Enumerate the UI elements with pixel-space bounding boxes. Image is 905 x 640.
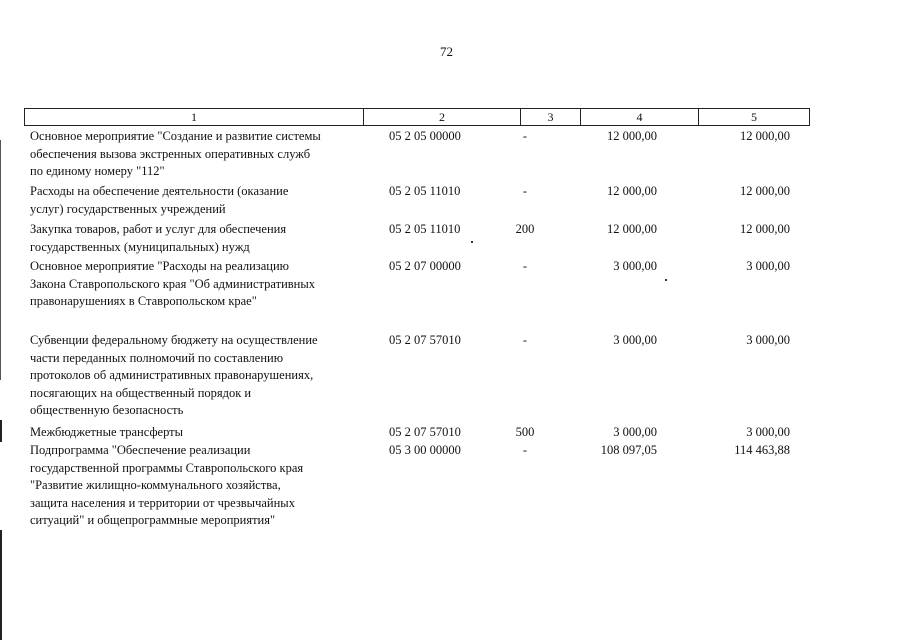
row-code: 05 3 00 00000	[389, 443, 461, 457]
scan-speck	[471, 241, 473, 243]
row-code: 05 2 05 11010	[389, 184, 461, 198]
row-sum-1: 12 000,00	[607, 184, 657, 198]
row-code: 05 2 05 00000	[389, 129, 461, 143]
scan-edge-line	[0, 140, 1, 380]
row-sum-1: 12 000,00	[607, 222, 657, 236]
row-sum-2: 12 000,00	[740, 222, 790, 236]
row-code: 05 2 07 57010	[389, 333, 461, 347]
header-cell-2: 2	[363, 109, 520, 125]
row-sum-2: 3 000,00	[746, 259, 790, 273]
row-sum-2: 3 000,00	[746, 425, 790, 439]
row-code: 05 2 07 57010	[389, 425, 461, 439]
row-kvr: 500	[515, 425, 535, 439]
scan-edge-line	[0, 530, 2, 640]
row-name: Основное мероприятие "Расходы на реализацию Закона Ставропольского края "Об административных правонарушениях в Ставропольском крае"	[30, 259, 316, 308]
row-sum-1: 3 000,00	[613, 425, 657, 439]
row-code: 05 2 07 00000	[389, 259, 461, 273]
row-name: Расходы на обеспечение деятельности (оказание услуг) государственных учреждений	[30, 184, 289, 216]
row-name: Субвенции федеральному бюджету на осуществление части переданных полномочий по составлению протоколов об административных правонарушениях, посягающих на общественный порядок и общественную безопасность	[30, 333, 318, 417]
header-cell-1: 1	[191, 110, 197, 124]
row-kvr: -	[522, 259, 528, 273]
row-name: Закупка товаров, работ и услуг для обеспечения государственных (муниципальных) нужд	[30, 222, 287, 254]
header-cell-3: 3	[520, 109, 580, 125]
row-sum-2: 114 463,88	[734, 443, 790, 457]
row-sum-2: 12 000,00	[740, 129, 790, 143]
row-kvr: -	[522, 184, 528, 198]
header-cell-4: 4	[580, 109, 698, 125]
header-cell-5: 5	[698, 109, 809, 125]
scan-edge-line	[0, 420, 2, 442]
row-name: Подпрограмма "Обеспечение реализации государственной программы Ставропольского края "Развитие жилищно-коммунального хозяйства, защита населения и территории от чрезвычайных ситуаций" и общепрограммные мероприятия"	[30, 443, 304, 527]
row-kvr: -	[522, 443, 528, 457]
row-code: 05 2 05 11010	[389, 222, 461, 236]
row-name: Межбюджетные трансферты	[30, 425, 184, 439]
row-kvr: -	[522, 333, 528, 347]
row-sum-2: 12 000,00	[740, 184, 790, 198]
row-sum-2: 3 000,00	[746, 333, 790, 347]
table-header	[24, 108, 810, 126]
row-kvr: 200	[515, 222, 535, 236]
row-kvr: -	[522, 129, 528, 143]
row-sum-1: 108 097,05	[600, 443, 657, 457]
page-number: 72	[440, 44, 453, 59]
row-sum-1: 3 000,00	[613, 333, 657, 347]
row-sum-1: 12 000,00	[607, 129, 657, 143]
scan-speck	[665, 279, 667, 281]
row-name: Основное мероприятие "Создание и развитие системы обеспечения вызова экстренных оперативных служб по единому номеру "112"	[30, 129, 321, 178]
row-sum-1: 3 000,00	[613, 259, 657, 273]
